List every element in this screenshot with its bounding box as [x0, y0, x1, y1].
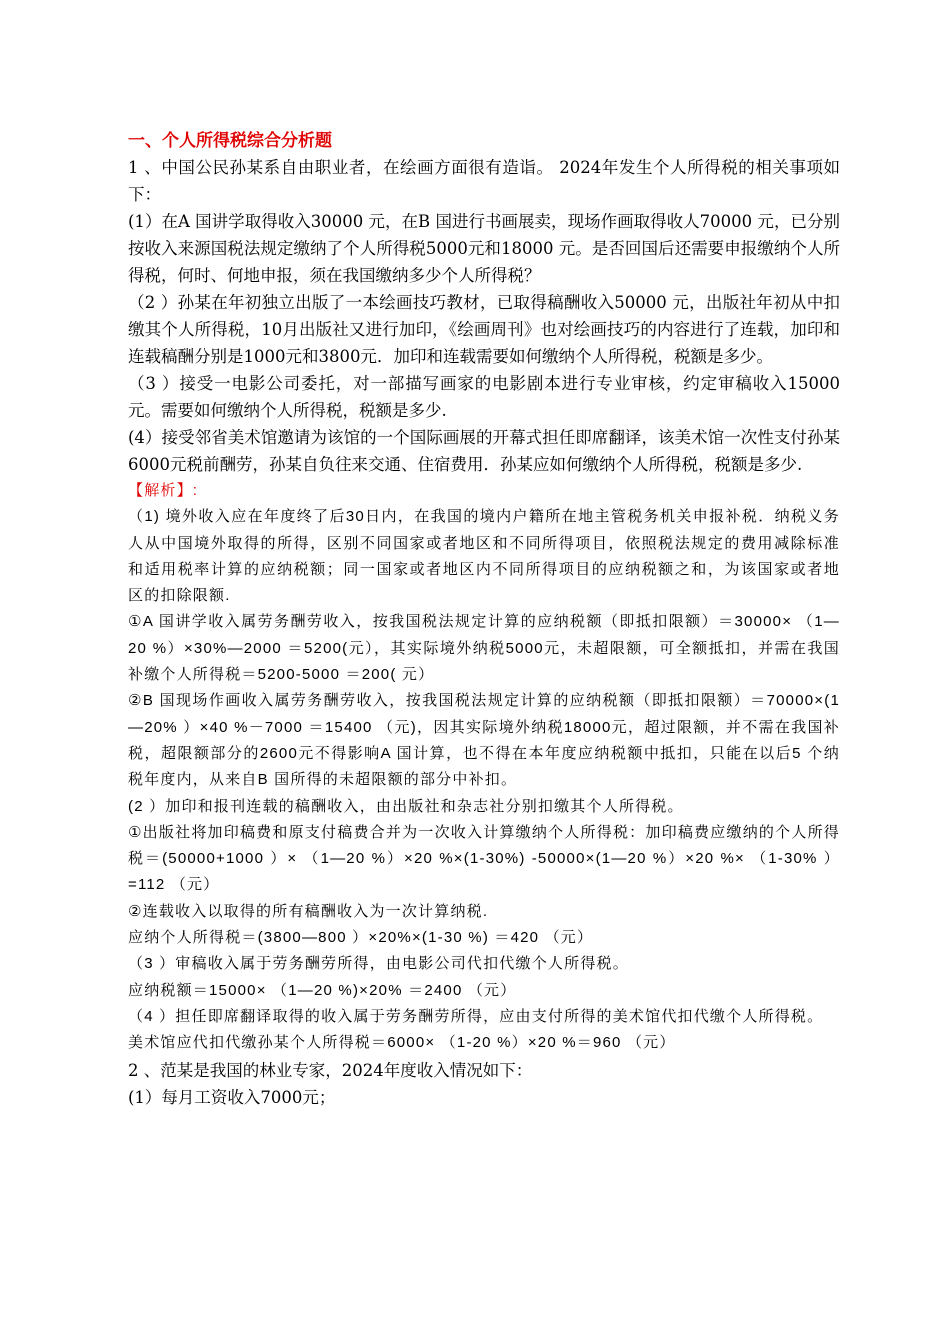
question-1-item-1: (1）在A 国讲学取得收入30000 元，在B 国进行书画展卖，现场作画取得收人70000 元，已分别按收入来源国税法规定缴纳了个人所得税5000元和18000 元。是否回国后还需要申报缴纳个人所得税，何时、何地申报，须在我国缴纳多少个人所得税？ — [128, 212, 840, 285]
document-body — [128, 128, 840, 1111]
question-2-intro: 2 、范某是我国的林业专家，2024年度收入情况如下： — [128, 1060, 533, 1080]
analysis-3-a: 应纳税额＝15000× （1—20 %)×20% ＝2400 （元） — [128, 981, 517, 999]
question-1-item-2: （2 ）孙某在年初独立出版了一本绘画技巧教材，已取得稿酬收入50000 元，出版社年初从中扣缴其个人所得税，10月出版社又进行加印，《绘画周刊》也对绘画技巧的内容进行了连载，加印和连载稿酬分别是1000元和3800元．加印和连载需要如何缴纳个人所得税，税额是多少。 — [128, 293, 840, 366]
question-1-item-3: （3 ）接受一电影公司委托，对一部描写画家的电影剧本进行专业审核，约定审稿收入15000 元。需要如何缴纳个人所得税，税额是多少. — [128, 374, 840, 420]
analysis-1-a: ①A 国讲学收入属劳务酬劳收入，按我国税法规定计算的应纳税额（即抵扣限额）＝30000× （1—20 %）×30%—2000 ＝5200(元），其实际境外纳税5000元，未超限额，可全额抵扣，并需在我国补缴个人所得税＝5200-5000 ＝200( 元） — [128, 613, 840, 684]
question-1-intro: 1 、中国公民孙某系自由职业者，在绘画方面很有造诣。 2024年发生个人所得税的相关事项如下： — [128, 158, 840, 204]
analysis-2-c: 应纳个人所得税＝(3800—800 ）×20%×(1-30 %) ＝420 （元） — [128, 929, 594, 947]
analysis-1: （1) 境外收入应在年度终了后30日内，在我国的境内户籍所在地主管税务机关申报补税．纳税义务人从中国境外取得的所得，区别不同国家或者地区和不同所得项目，依照税法规定的费用减除标准和适用税率计算的应纳税额；同一国家或者地区内不同所得项目的应纳税额之和，为该国家或者地区的扣除限额. — [128, 508, 840, 605]
analysis-2-a: ①出版社将加印稿费和原支付稿费合并为一次收入计算缴纳个人所得税：加印稿费应缴纳的个人所得税＝(50000+1000 ）× （1—20 %）×20 %×(1-30%) -50000×(1—20 %）×20 %× （1-30% ）=112 （元） — [128, 823, 840, 894]
analysis-label: 【解析】: — [128, 482, 199, 499]
analysis-1-b: ②B 国现场作画收入属劳务酬劳收入，按我国税法规定计算的应纳税额（即抵扣限额）＝70000×(1—20% ）×40 %－7000 ＝15400 （元)，因其实际境外纳税18000元，超过限额，并不需在我国补税，超限额部分的2600元不得影响A 国计算，也不得在本年度应纳税额中抵扣，只能在以后5 个纳税年度内，从来自B 国所得的未超限额的部分中补扣。 — [128, 692, 840, 789]
analysis-3: （3 ）审稿收入属于劳务酬劳所得，由电影公司代扣代缴个人所得税。 — [128, 955, 629, 973]
analysis-4: （4 ）担任即席翻译取得的收入属于劳务酬劳所得，应由支付所得的美术馆代扣代缴个人所得税。 — [128, 1007, 824, 1025]
question-2-item-1: (1）每月工资收入7000元； — [128, 1087, 336, 1107]
analysis-2-b: ②连载收入以取得的所有稿酬收入为一次计算纳税. — [128, 902, 489, 920]
analysis-2: (2 ）加印和报刊连载的稿酬收入，由出版社和杂志社分别扣缴其个人所得税。 — [128, 797, 684, 815]
question-1-item-4: (4）接受邻省美术馆邀请为该馆的一个国际画展的开幕式担任即席翻译，该美术馆一次性支付孙某6000元税前酬劳，孙某自负往来交通、住宿费用．孙某应如何缴纳个人所得税，税额是多少. — [128, 428, 840, 474]
section-heading: 一、个人所得税综合分析题 — [128, 131, 332, 151]
analysis-4-a: 美术馆应代扣代缴孙某个人所得税＝6000× （1-20 %）×20 %＝960 （元） — [128, 1034, 676, 1052]
